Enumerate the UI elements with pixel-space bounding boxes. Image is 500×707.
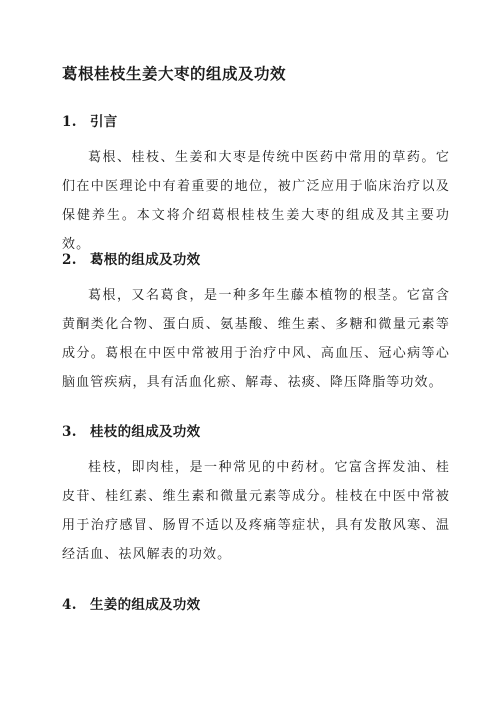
section-number: 3. bbox=[62, 424, 77, 440]
section-heading-text: 桂枝的组成及功效 bbox=[90, 424, 201, 440]
section-heading-guizhi bbox=[62, 420, 200, 440]
section-paragraph-intro: 葛根、桂枝、生姜和大枣是传统中医药中常用的草药。它们在中医理论中有着重要的地位，被广泛应用于临床治疗以及保健养生。本文将介绍葛根桂枝生姜大枣的组成及其主要功效。 bbox=[62, 150, 450, 252]
section-heading-shengjiang bbox=[62, 593, 200, 613]
section-heading-text: 葛根的组成及功效 bbox=[90, 252, 201, 268]
section-heading-text: 引言 bbox=[90, 114, 118, 130]
section-paragraph-guizhi: 桂枝，即肉桂，是一种常见的中药材。它富含挥发油、桂皮苷、桂红素、维生素和微量元素等成分。桂枝在中医中常被用于治疗感冒、肠胃不适以及疼痛等症状，具有发散风寒、温经活血、祛风解表的功效。 bbox=[62, 460, 450, 562]
section-paragraph-gegen: 葛根，又名葛食，是一种多年生藤本植物的根茎。它富含黄酮类化合物、蛋白质、氨基酸、维生素、多糖和微量元素等成分。葛根在中医中常被用于治疗中风、高血压、冠心病等心脑血管疾病，具有活血化瘀、解毒、祛痰、降压降脂等功效。 bbox=[62, 288, 450, 390]
section-heading-text: 生姜的组成及功效 bbox=[90, 597, 201, 613]
section-heading-intro bbox=[62, 110, 118, 130]
section-number: 4. bbox=[62, 597, 77, 613]
section-number: 2. bbox=[62, 252, 77, 268]
section-heading-gegen bbox=[62, 248, 200, 268]
section-number: 1. bbox=[62, 114, 77, 130]
document-title: 葛根桂枝生姜大枣的组成及功效 bbox=[62, 64, 287, 83]
